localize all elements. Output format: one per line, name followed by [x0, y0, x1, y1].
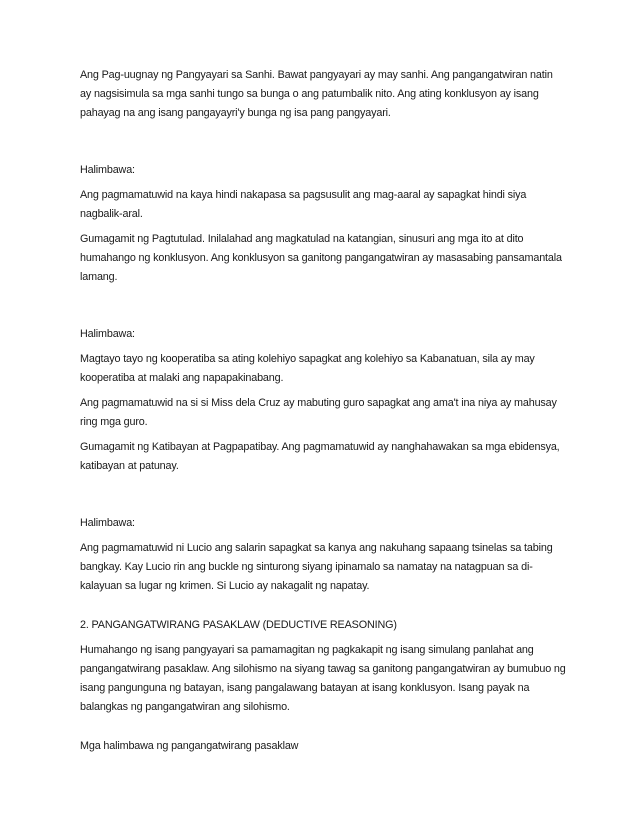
paragraph-sanhi: Ang Pag-uugnay ng Pangyayari sa Sanhi. Bawat pangyayari ay may sanhi. Ang pangangatwiran natin ay nagsisimula sa mga sanhi tungo sa bunga o ang patumbalik nito. Ang ating konklusyon ay isang pahayag na ang isang pangayayri'y bunga ng isa pang pangyayari. [80, 69, 553, 119]
paragraph-example-1: Ang pagmamatuwid na kaya hindi nakapasa sa pagsusulit ang mag-aaral ay sapagkat hindi siya nagbalik-aral. [80, 189, 527, 220]
paragraph-pagtutulad: Gumagamit ng Pagtutulad. Inilalahad ang magkatulad na katangian, sinusuri ang mga ito at dito humahango ng konklusyon. Ang konklusyon sa ganitong pangangatwiran ay masasabing pansamantala lamang. [80, 233, 562, 283]
example-heading-2: Halimbawa: [80, 328, 135, 340]
paragraph-katibayan: Gumagamit ng Katibayan at Pagpapatibay. Ang pagmamatuwid ay nanghahawakan sa mga ebidensya, katibayan at patunay. [80, 441, 560, 472]
document-body [80, 66, 566, 756]
example-heading-1: Halimbawa: [80, 164, 135, 176]
paragraph-example-4: Ang pagmamatuwid ni Lucio ang salarin sapagkat sa kanya ang nakuhang sapaang tsinelas sa tabing bangkay. Kay Lucio rin ang buckle ng sinturong siyang ipinamalo sa namatay na natagpuan sa di-kalayuan sa lugar ng krimen. Si Lucio ay nakagalit ng napatay. [80, 542, 553, 592]
paragraph-example-3: Ang pagmamatuwid na si si Miss dela Cruz ay mabuting guro sapagkat ang ama't ina niya ay mahusay ring mga guro. [80, 397, 557, 428]
paragraph-pasaklaw: Humahango ng isang pangyayari sa pamamagitan ng pagkakapit ng isang simulang panlahat ang pangangatwirang pasaklaw. Ang silohismo na siyang tawag sa ganitong pangangatwiran ay bumubuo ng isang pangunguna ng batayan, isang pangalawang batayan at isang konklusyon. Isang payak na balangkas ng pangangatwiran ang silohismo. [80, 644, 566, 713]
subheading-halimbawa-pasaklaw: Mga halimbawa ng pangangatwirang pasaklaw [80, 740, 299, 752]
section-heading-pasaklaw: 2. PANGANGATWIRANG PASAKLAW (DEDUCTIVE REASONING) [80, 619, 397, 631]
paragraph-example-2: Magtayo tayo ng kooperatiba sa ating kolehiyo sapagkat ang kolehiyo sa Kabanatuan, sila ay may kooperatiba at malaki ang napapakinabang. [80, 353, 535, 384]
example-heading-3: Halimbawa: [80, 517, 135, 529]
